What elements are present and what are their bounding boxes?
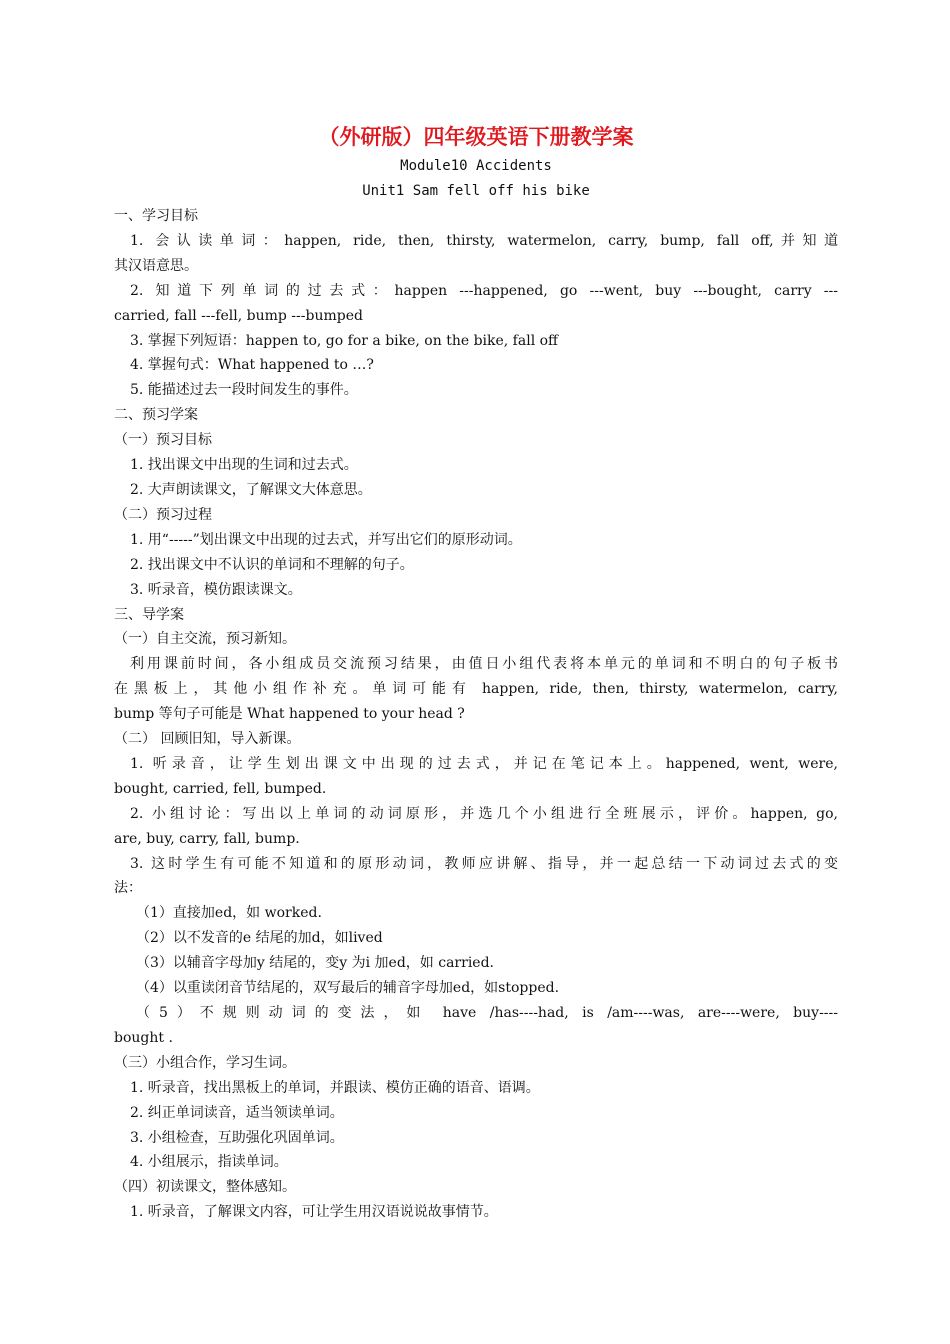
text-line: 在黑板上，其他小组作补充。单词可能有 happen, ride, then, thirsty, watermelon, carry, (114, 681, 838, 698)
text-line: 1. 会认读单词：happen, ride, then, thirsty, watermelon, carry, bump, fall off,并知道 (130, 232, 838, 249)
text-line: （5）不规则动词的变法，如 have /has----had, is /am----was, are----were, buy---- (136, 1005, 838, 1021)
text-line: 2. 纠正单词读音，适当领读单词。 (130, 1104, 344, 1121)
text-line: 2. 大声朗读课文，了解课文大体意思。 (130, 481, 372, 498)
text-line: （4）以重读闭音节结尾的，双写最后的辅音字母加ed，如stopped. (136, 980, 560, 997)
text-line: （二） 回顾旧知，导入新课。 (114, 731, 301, 748)
text-line: （一）预习目标 (114, 432, 212, 449)
text-line: carried, fall ---fell, bump ---bumped (114, 307, 363, 324)
text-line: （一）自主交流，预习新知。 (114, 631, 296, 648)
text-line: 3. 听录音，模仿跟读课文。 (130, 581, 302, 598)
text-line: （3）以辅音字母加y 结尾的，变y 为i 加ed，如 carried. (136, 955, 494, 972)
text-line: 4. 掌握句式：What happened to …? (130, 357, 374, 374)
text-line: （1）直接加ed，如 worked. (136, 905, 322, 922)
text-line: 3. 小组检查，互助强化巩固单词。 (130, 1129, 344, 1146)
text-line: 1. 找出课文中出现的生词和过去式。 (130, 457, 358, 474)
text-line: 二、预习学案 (114, 407, 198, 424)
text-line: 三、导学案 (114, 606, 184, 623)
text-line: 1. 听录音，让学生划出课文中出现的过去式，并记在笔记本上。happened, went, were, (130, 755, 838, 772)
text-line: 其汉语意思。 (114, 257, 198, 274)
text-line: 1. 听录音，了解课文内容，可让学生用汉语说说故事情节。 (130, 1204, 498, 1221)
text-line: 5. 能描述过去一段时间发生的事件。 (130, 382, 358, 399)
text-line: （三）小组合作，学习生词。 (114, 1054, 296, 1071)
unit-heading: Unit1 Sam fell off his bike (362, 183, 590, 199)
text-line: 3. 这时学生有可能不知道和的原形动词，教师应讲解、指导，并一起总结一下动词过去式的变 (130, 855, 838, 872)
text-line: are, buy, carry, fall, bump. (114, 830, 300, 847)
text-line: bump 等句子可能是 What happened to your head ? (114, 706, 465, 723)
text-line: 1. 听录音，找出黑板上的单词，并跟读、模仿正确的语音、语调。 (130, 1079, 540, 1096)
document-title: （外研版）四年级英语下册教学案 (318, 124, 634, 149)
text-line: bought, carried, fell, bumped. (114, 780, 327, 797)
text-line: 2. 小组讨论：写出以上单词的动词原形，并选几个小组进行全班展示，评价。happen, go, (130, 805, 838, 822)
text-line: （四）初读课文，整体感知。 (114, 1179, 296, 1196)
text-line: （二）预习过程 (114, 506, 212, 523)
text-line: 4. 小组展示，指读单词。 (130, 1154, 288, 1171)
text-line: 利用课前时间，各小组成员交流预习结果，由值日小组代表将本单元的单词和不明白的句子板书 (130, 656, 838, 673)
text-line: 2. 知道下列单词的过去式：happen ---happened, go ---went, buy ---bought, carry --- (130, 282, 838, 299)
text-line: 法： (114, 880, 142, 897)
text-line: 1. 用“-----”划出课文中出现的过去式，并写出它们的原形动词。 (130, 531, 522, 548)
text-line: （2）以不发音的e 结尾的加d，如lived (136, 930, 383, 947)
module-heading: Module10 Accidents (400, 158, 552, 174)
text-line: bought . (114, 1029, 173, 1046)
document-body (114, 204, 838, 1225)
text-line: 2. 找出课文中不认识的单词和不理解的句子。 (130, 556, 414, 573)
text-line: 一、学习目标 (114, 208, 198, 224)
text-line: 3. 掌握下列短语：happen to, go for a bike, on the bike, fall off (130, 332, 558, 349)
